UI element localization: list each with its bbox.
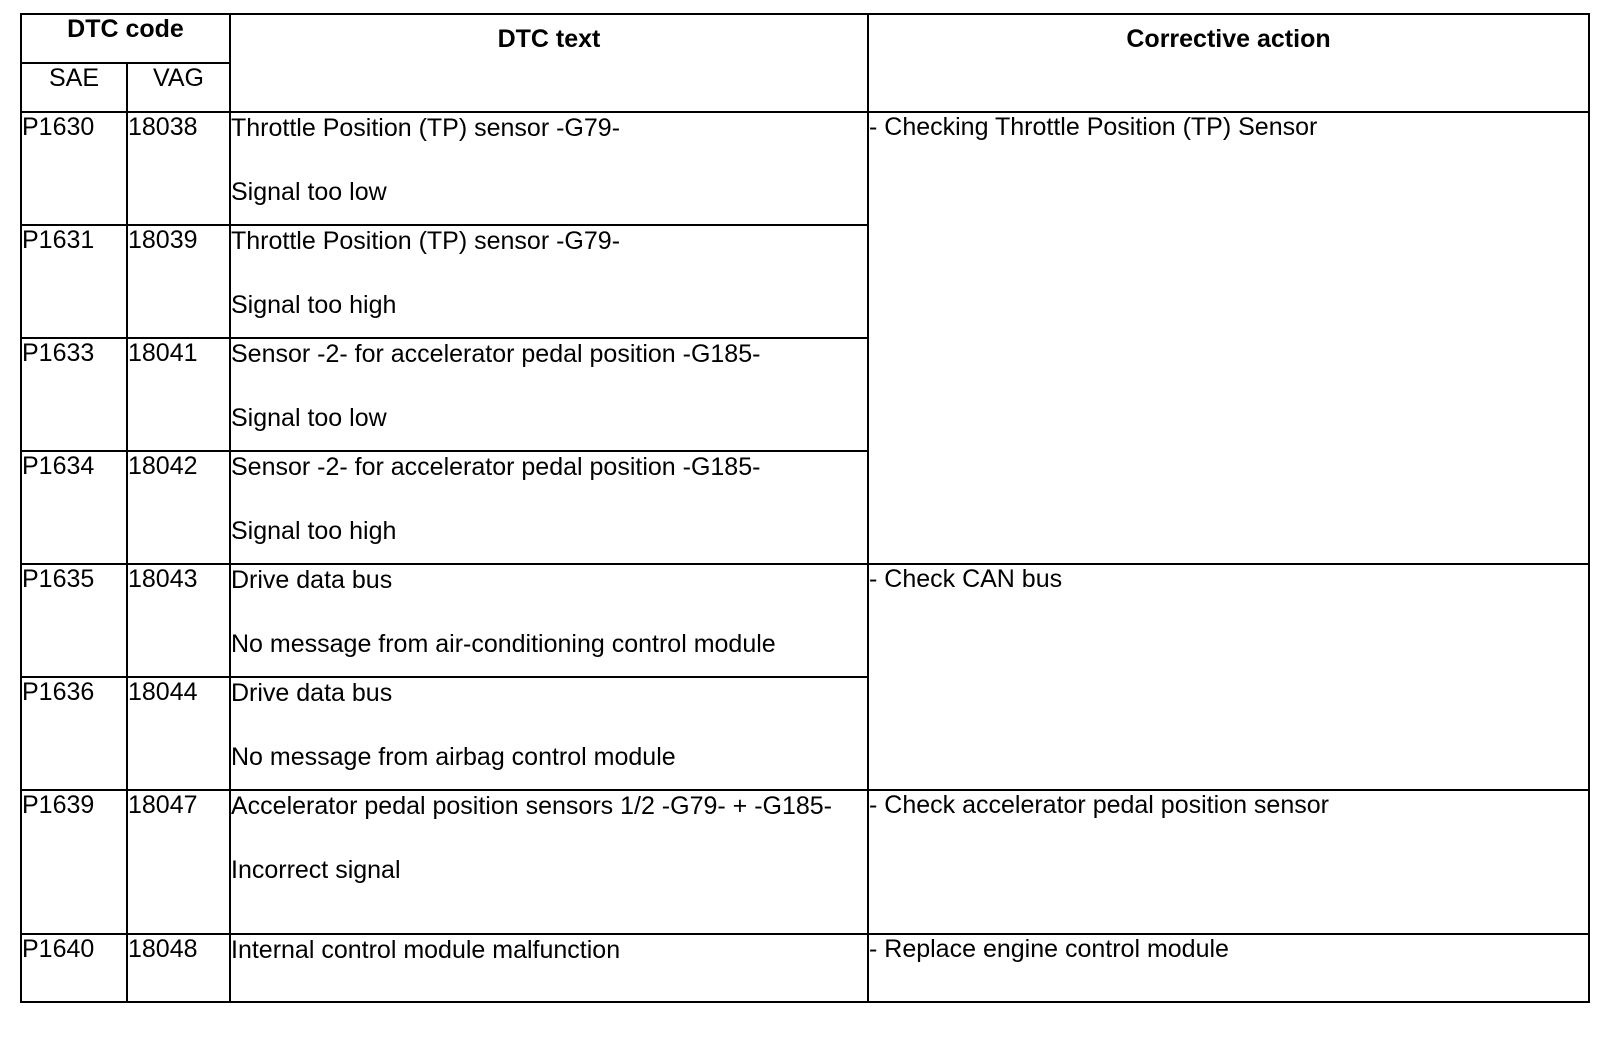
header-row [21, 14, 1589, 63]
sae-code: P1635 [21, 564, 127, 677]
vag-code: 18044 [127, 677, 230, 790]
dtc-text-line2: Signal too low [231, 404, 387, 432]
corrective-action: - Check accelerator pedal position sensor [868, 790, 1589, 934]
header-dtc-code: DTC code [21, 14, 230, 63]
vag-code: 18041 [127, 338, 230, 451]
table-row [21, 564, 1589, 677]
dtc-text [230, 112, 868, 225]
vag-code: 18048 [127, 934, 230, 1002]
sae-code: P1633 [21, 338, 127, 451]
sae-code: P1631 [21, 225, 127, 338]
vag-code: 18038 [127, 112, 230, 225]
dtc-text-line2: No message from airbag control module [231, 743, 676, 771]
header-sae: SAE [21, 63, 127, 112]
dtc-text-line2: Incorrect signal [231, 856, 401, 884]
header-vag: VAG [127, 63, 230, 112]
dtc-table [20, 13, 1590, 1003]
table-row [21, 790, 1589, 934]
dtc-text-line2: Signal too high [231, 291, 397, 319]
dtc-text-line1: Sensor -2- for accelerator pedal position -G185- [231, 453, 761, 481]
sae-code: P1639 [21, 790, 127, 934]
dtc-text-line2: No message from air-conditioning control module [231, 630, 776, 658]
dtc-text-line1: Internal control module malfunction [231, 936, 621, 964]
table-row [21, 934, 1589, 1002]
corrective-action: - Check CAN bus [868, 564, 1589, 790]
dtc-text [230, 934, 868, 1002]
dtc-text-line1: Drive data bus [231, 566, 393, 594]
dtc-text-line1: Drive data bus [231, 679, 393, 707]
dtc-text-line1: Sensor -2- for accelerator pedal position -G185- [231, 340, 761, 368]
dtc-text [230, 790, 868, 934]
dtc-text [230, 225, 868, 338]
corrective-action: - Checking Throttle Position (TP) Sensor [868, 112, 1589, 564]
dtc-text-line1: Accelerator pedal position sensors 1/2 -G79- + -G185- [231, 792, 833, 820]
sae-code: P1634 [21, 451, 127, 564]
corrective-action: - Replace engine control module [868, 934, 1589, 1002]
dtc-text-line2: Signal too high [231, 517, 397, 545]
vag-code: 18043 [127, 564, 230, 677]
vag-code: 18042 [127, 451, 230, 564]
header-corrective-action: Corrective action [868, 14, 1589, 112]
dtc-text [230, 338, 868, 451]
dtc-text [230, 451, 868, 564]
table-row [21, 112, 1589, 225]
sae-code: P1636 [21, 677, 127, 790]
dtc-text-line1: Throttle Position (TP) sensor -G79- [231, 114, 621, 142]
vag-code: 18039 [127, 225, 230, 338]
dtc-text-line2: Signal too low [231, 178, 387, 206]
dtc-text [230, 564, 868, 677]
vag-code: 18047 [127, 790, 230, 934]
dtc-text [230, 677, 868, 790]
sae-code: P1640 [21, 934, 127, 1002]
dtc-text-line1: Throttle Position (TP) sensor -G79- [231, 227, 621, 255]
sae-code: P1630 [21, 112, 127, 225]
header-dtc-text: DTC text [230, 14, 868, 112]
